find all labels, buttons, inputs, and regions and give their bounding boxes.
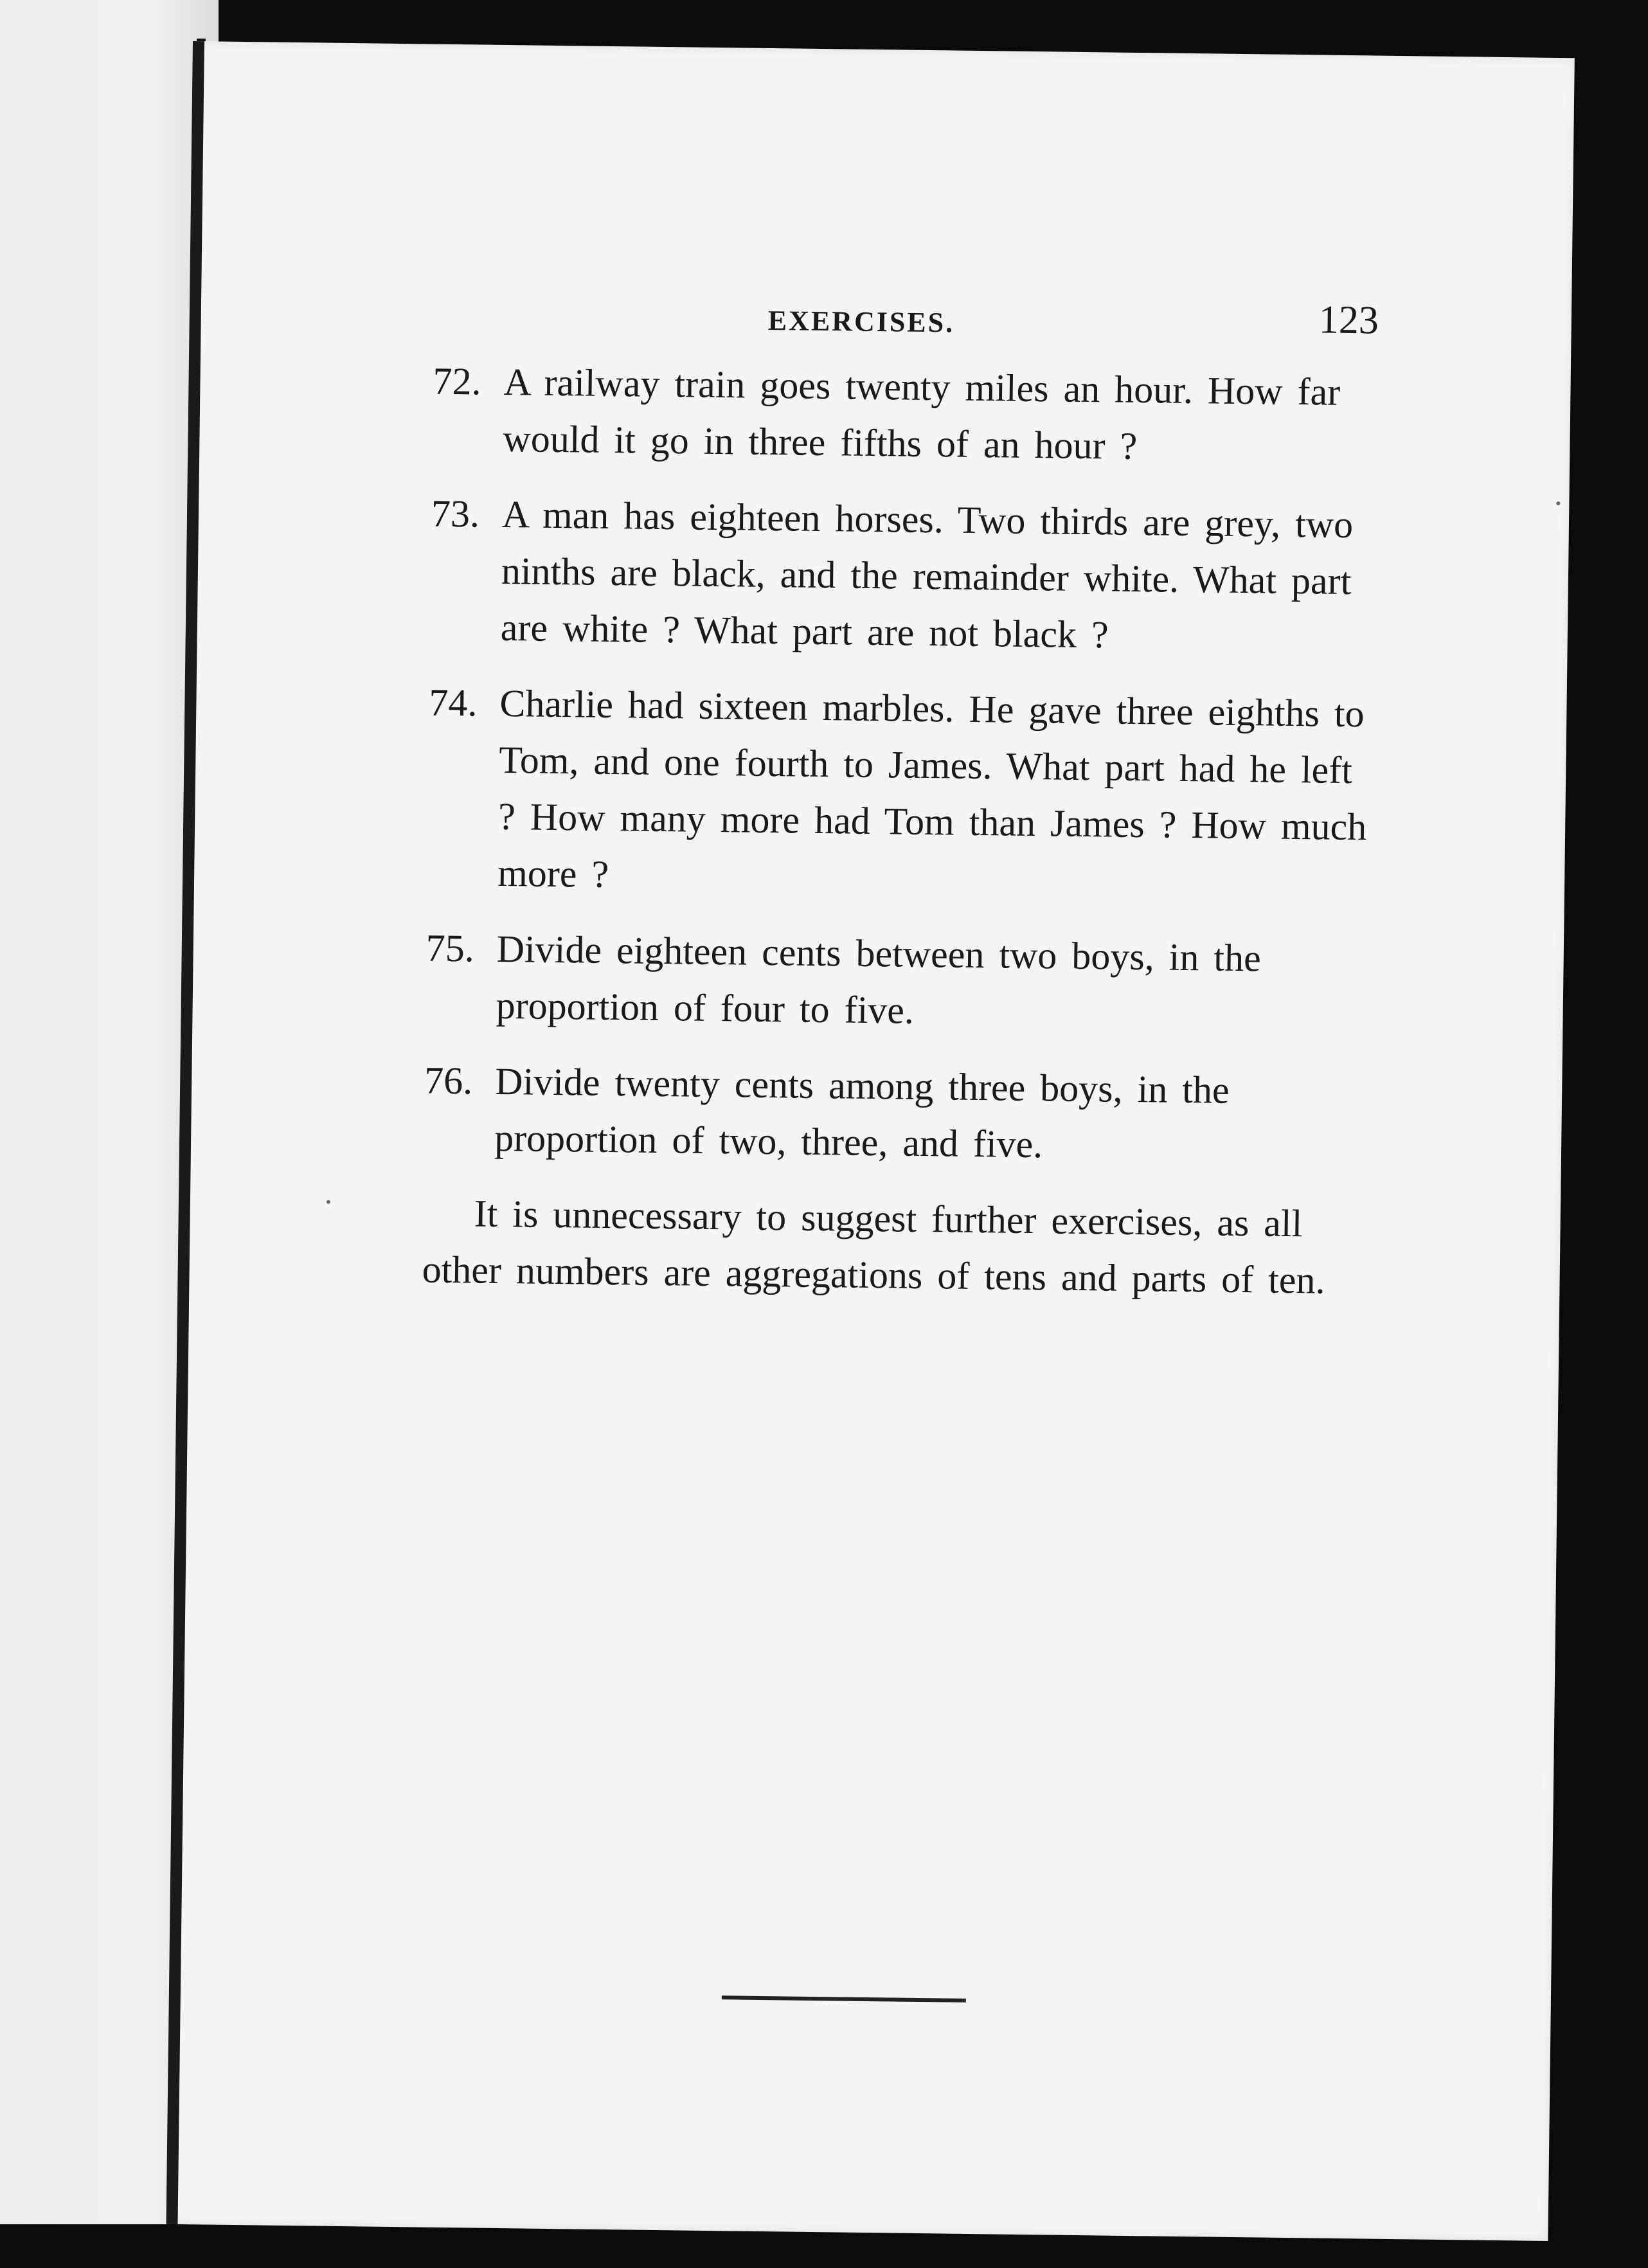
exercise-74	[427, 674, 1381, 912]
exercise-73	[429, 485, 1383, 667]
exercise-text: A railway train goes twenty miles an hour. How far would it go in three fifths of an hour ?	[503, 360, 1341, 467]
exercise-number: 76.	[424, 1059, 473, 1102]
exercise-number: 73.	[431, 492, 480, 536]
exercise-72	[432, 353, 1384, 478]
exercise-text: Divide twenty cents among three boys, in the proportion of two, three, and five.	[494, 1059, 1230, 1166]
end-rule	[722, 1995, 966, 2003]
running-title: EXERCISES.	[767, 304, 955, 339]
closing-paragraph: It is unnecessary to suggest further exercises, as all other numbers are aggregations of tens and parts of ten.	[422, 1192, 1325, 1302]
exercise-text: A man has eighteen horses. Two thirds are grey, two ninths are black, and the remainder white. What part are white ? What part are not black ?	[500, 492, 1354, 656]
exercise-76	[424, 1052, 1376, 1177]
running-head	[433, 276, 1385, 364]
print-speck	[327, 1200, 330, 1204]
exercise-number: 75.	[425, 926, 475, 970]
exercise-text: Charlie had sixteen marbles. He gave three eighths to Tom, and one fourth to James. What part had he left ? How many more had Tom than James ? How much more ?	[497, 681, 1367, 896]
exercise-number: 74.	[429, 681, 478, 724]
page-text	[421, 276, 1385, 1348]
print-speck	[1556, 501, 1560, 505]
page-number: 123	[1318, 298, 1379, 343]
exercise-75	[425, 920, 1377, 1045]
book-page	[166, 41, 1575, 2241]
exercise-text: Divide eighteen cents between two boys, in the proportion of four to five.	[496, 927, 1262, 1032]
exercise-number: 72.	[433, 359, 481, 403]
